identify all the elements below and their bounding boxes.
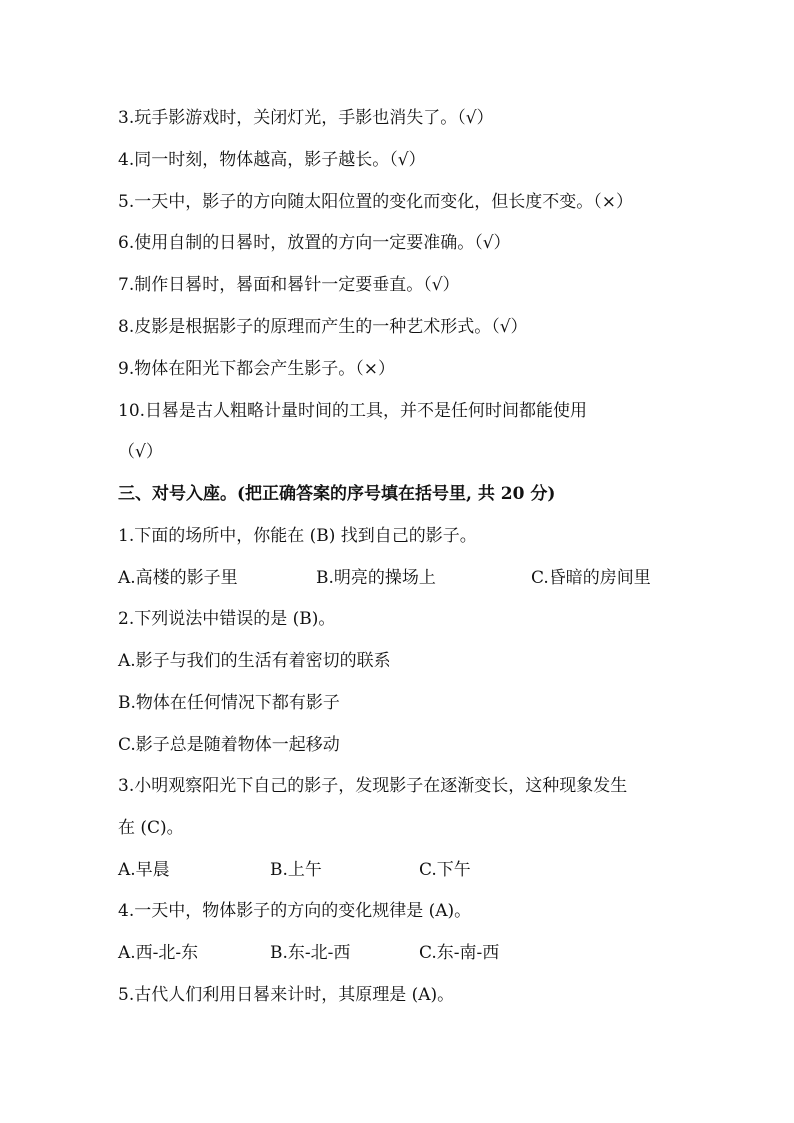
question-4: 4.一天中，物体影子的方向的变化规律是 (A)。 [118,901,472,921]
question-3-line-2: 在 (C)。 [118,818,184,838]
question-2: 2.下列说法中错误的是 (B)。 [118,609,336,629]
q2-option-a: A.影子与我们的生活有着密切的联系 [118,651,391,671]
tf-item-6: 6.使用自制的日晷时，放置的方向一定要准确。（√） [118,233,511,253]
q4-option-a: A.西-北-东 [118,943,199,963]
q4-option-c: C.东-南-西 [419,943,500,963]
q4-option-b: B.东-北-西 [270,943,351,963]
q3-option-c: C.下午 [419,860,471,880]
q1-option-b: B.明亮的操场上 [316,568,436,588]
tf-item-5: 5.一天中，影子的方向随太阳位置的变化而变化，但长度不变。（×） [118,192,633,212]
section-3-heading: 三、对号入座。(把正确答案的序号填在括号里, 共 20 分) [118,484,556,504]
tf-item-9: 9.物体在阳光下都会产生影子。（×） [118,359,395,379]
tf-item-3: 3.玩手影游戏时，关闭灯光，手影也消失了。（√） [118,108,494,128]
question-5: 5.古代人们利用日晷来计时，其原理是 (A)。 [118,985,455,1005]
tf-item-10-answer: （√） [118,442,163,462]
q1-option-a: A.高楼的影子里 [118,568,238,588]
q2-option-c: C.影子总是随着物体一起移动 [118,735,340,755]
question-3-line-1: 3.小明观察阳光下自己的影子，发现影子在逐渐变长，这种现象发生 [118,776,628,796]
tf-item-10: 10.日晷是古人粗略计量时间的工具，并不是任何时间都能使用 [118,401,588,421]
tf-item-8: 8.皮影是根据影子的原理而产生的一种艺术形式。（√） [118,317,528,337]
question-1: 1.下面的场所中，你能在 (B) 找到自己的影子。 [118,526,477,546]
q3-option-b: B.上午 [270,860,322,880]
tf-item-4: 4.同一时刻，物体越高，影子越长。（√） [118,150,426,170]
q3-option-a: A.早晨 [118,860,170,880]
tf-item-7: 7.制作日晷时，晷面和晷针一定要垂直。（√） [118,275,460,295]
q1-option-c: C.昏暗的房间里 [531,568,651,588]
q2-option-b: B.物体在任何情况下都有影子 [118,693,340,713]
